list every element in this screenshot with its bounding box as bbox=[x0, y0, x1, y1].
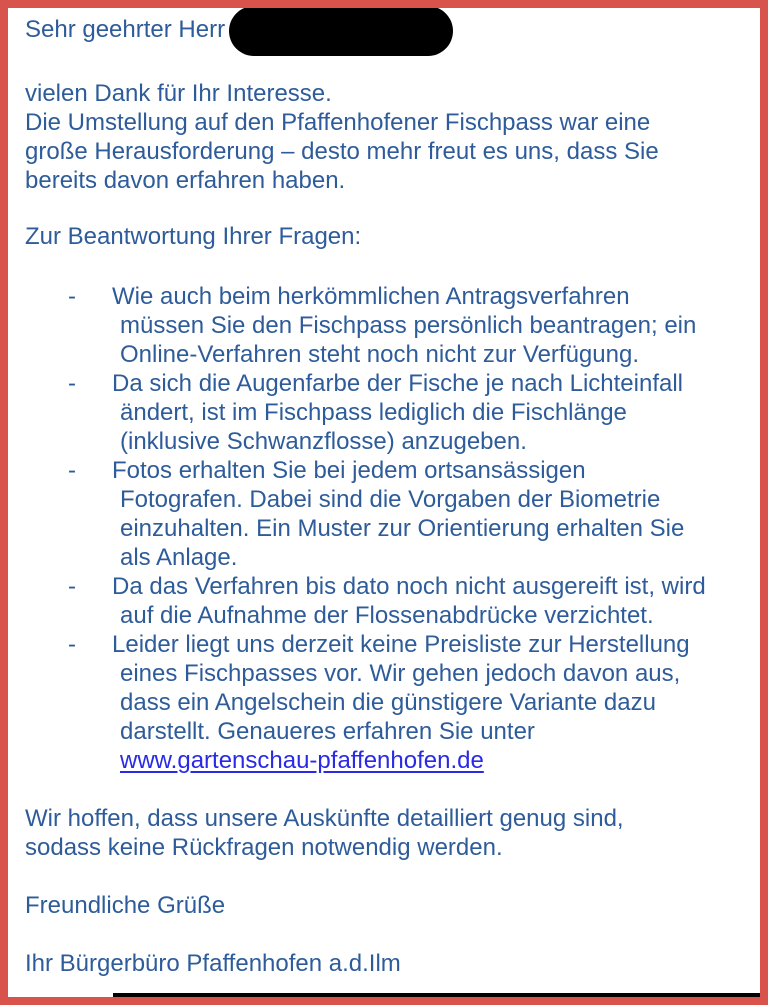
list-line: Online-Verfahren steht noch nicht zur Verfügung. bbox=[120, 341, 639, 368]
list-line: Fotografen. Dabei sind die Vorgaben der Biometrie bbox=[120, 486, 661, 513]
bullet-marker: - bbox=[68, 370, 76, 397]
list-item bbox=[25, 572, 750, 630]
list-line: (inklusive Schwanzflosse) anzugeben. bbox=[120, 428, 527, 455]
intro-paragraph bbox=[25, 79, 750, 195]
list-line: einzuhalten. Ein Muster zur Orientierung erhalten Sie bbox=[120, 515, 685, 542]
list-item bbox=[25, 369, 750, 456]
greeting-text: Sehr geehrter Herr bbox=[25, 16, 226, 43]
bullet-marker: - bbox=[68, 457, 76, 484]
list-item bbox=[25, 282, 750, 369]
list-item bbox=[25, 456, 750, 572]
list-line: Da sich die Augenfarbe der Fische je nach Lichteinfall bbox=[112, 370, 684, 397]
list-item-text bbox=[112, 456, 750, 572]
list-item-text bbox=[112, 630, 750, 775]
intro-line: bereits davon erfahren haben. bbox=[25, 167, 346, 194]
questions-heading: Zur Beantwortung Ihrer Fragen: bbox=[25, 223, 362, 250]
list-item-text bbox=[112, 572, 750, 630]
redacted-footer-bar bbox=[113, 993, 768, 1005]
signature: Ihr Bürgerbüro Pfaffenhofen a.d.Ilm bbox=[25, 950, 401, 977]
list-item-text bbox=[112, 369, 750, 456]
email-body bbox=[8, 8, 760, 978]
list-line: als Anlage. bbox=[120, 544, 238, 571]
intro-line: Die Umstellung auf den Pfaffenhofener Fischpass war eine bbox=[25, 109, 651, 136]
list-line: dass ein Angelschein die günstigere Variante dazu bbox=[120, 689, 656, 716]
link-line bbox=[120, 746, 750, 775]
signoff: Freundliche Grüße bbox=[25, 892, 226, 919]
list-line: Da das Verfahren bis dato noch nicht ausgereift ist, wird bbox=[112, 573, 706, 600]
redacted-name-bar bbox=[229, 6, 453, 56]
bullet-marker: - bbox=[68, 283, 76, 310]
list-line: Fotos erhalten Sie bei jedem ortsansässigen bbox=[112, 457, 586, 484]
list-line: ändert, ist im Fischpass lediglich die Fischlänge bbox=[120, 399, 627, 426]
closing-paragraph bbox=[25, 804, 750, 862]
list-line: eines Fischpasses vor. Wir gehen jedoch davon aus, bbox=[120, 660, 681, 687]
list-item bbox=[25, 630, 750, 775]
list-line: darstellt. Genaueres erfahren Sie unter bbox=[120, 718, 535, 745]
closing-line: Wir hoffen, dass unsere Auskünfte detailliert genug sind, bbox=[25, 805, 624, 832]
list-line: Leider liegt uns derzeit keine Preisliste zur Herstellung bbox=[112, 631, 690, 658]
closing-line: sodass keine Rückfragen notwendig werden. bbox=[25, 834, 503, 861]
bullet-marker: - bbox=[68, 631, 76, 658]
list-line: müssen Sie den Fischpass persönlich beantragen; ein bbox=[120, 312, 697, 339]
bullet-marker: - bbox=[68, 573, 76, 600]
gartenschau-link[interactable]: www.gartenschau-pfaffenhofen.de bbox=[120, 747, 484, 774]
intro-line: große Herausforderung – desto mehr freut es uns, dass Sie bbox=[25, 138, 659, 165]
list-line: auf die Aufnahme der Flossenabdrücke verzichtet. bbox=[120, 602, 654, 629]
intro-line: vielen Dank für Ihr Interesse. bbox=[25, 80, 332, 107]
list-item-text bbox=[112, 282, 750, 369]
answers-list bbox=[25, 282, 750, 775]
list-line: Wie auch beim herkömmlichen Antragsverfahren bbox=[112, 283, 630, 310]
